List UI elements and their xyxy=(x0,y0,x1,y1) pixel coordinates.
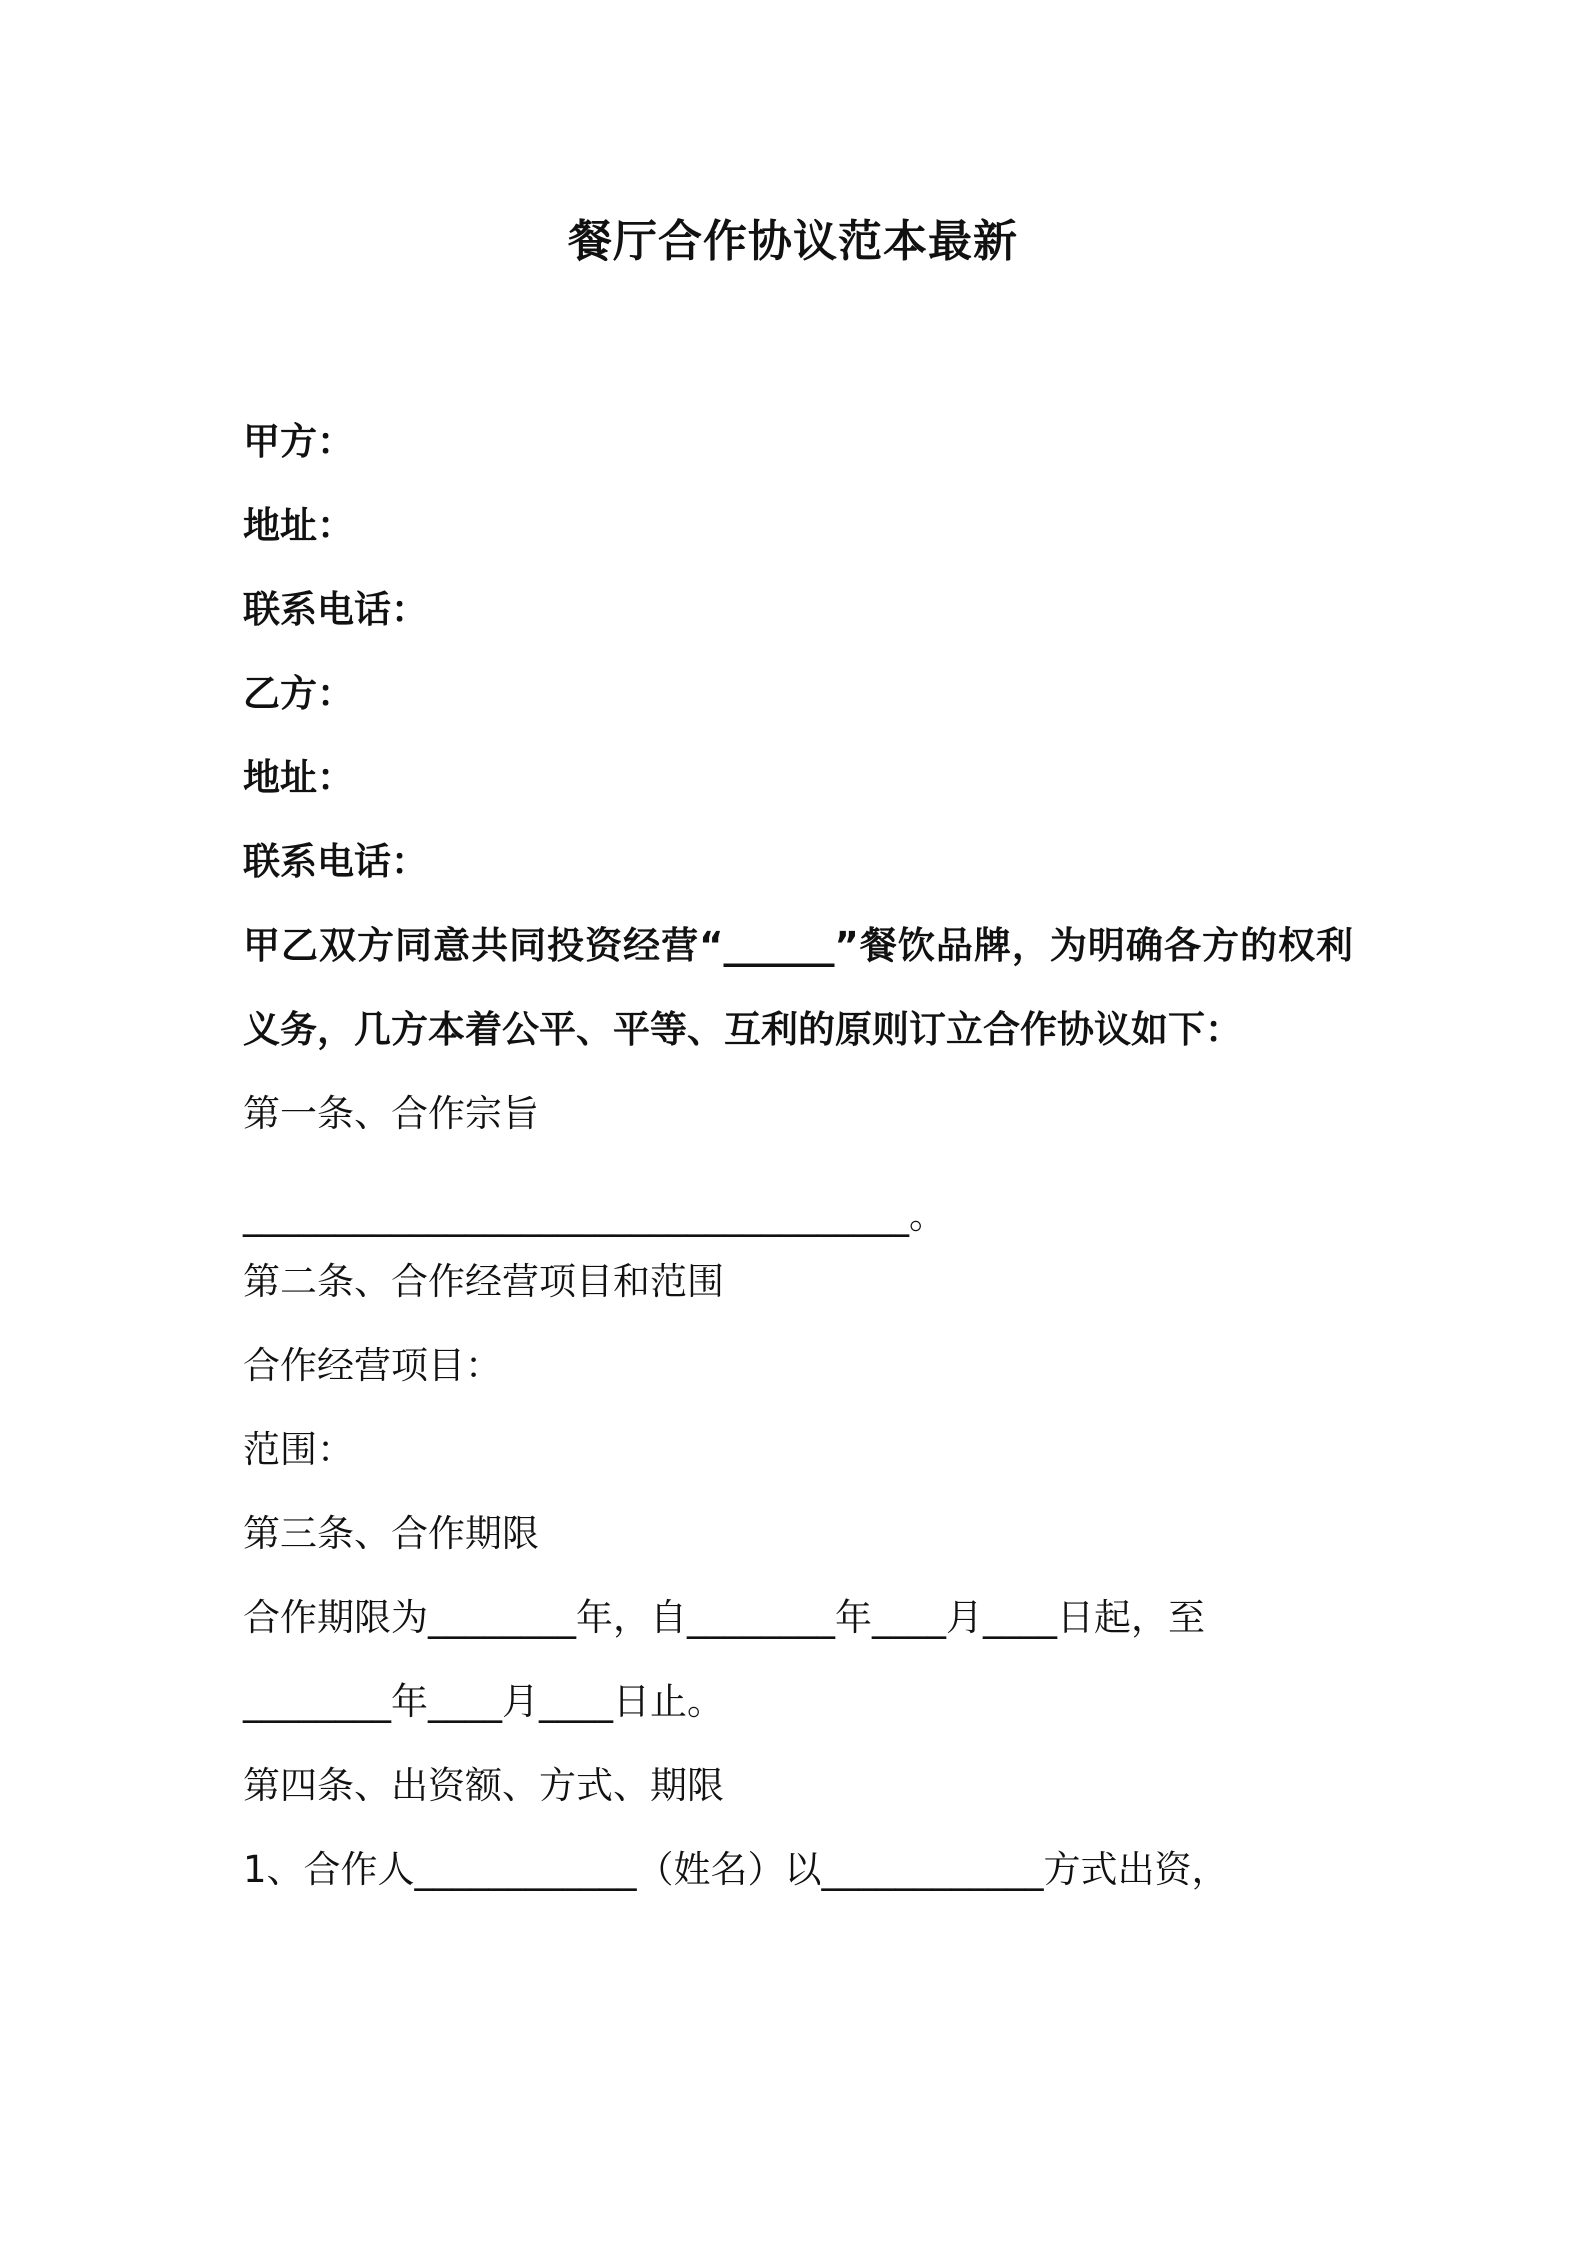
article-3-term-line-2: ________年____月____日止。 xyxy=(243,1680,724,1723)
party-a-address-label: 地址： xyxy=(243,504,354,547)
article-1-heading: 第一条、合作宗旨 xyxy=(243,1092,539,1135)
article-2-project-label: 合作经营项目： xyxy=(243,1344,502,1387)
article-3-heading: 第三条、合作期限 xyxy=(243,1512,539,1555)
article-3-term-line-1: 合作期限为________年，自________年____月____日起，至 xyxy=(243,1596,1205,1639)
party-a-phone-label: 联系电话： xyxy=(243,588,428,631)
article-2-scope-label: 范围： xyxy=(243,1428,354,1471)
document-body xyxy=(243,400,1353,1912)
party-b-address-label: 地址： xyxy=(243,756,354,799)
party-b-label: 乙方： xyxy=(243,672,354,715)
document-title: 餐厅合作协议范本最新 xyxy=(568,216,1018,267)
party-a-label: 甲方： xyxy=(243,420,354,463)
article-1-blank: ____________________________________。 xyxy=(243,1194,946,1237)
article-4-heading: 第四条、出资额、方式、期限 xyxy=(243,1764,724,1807)
article-2-heading: 第二条、合作经营项目和范围 xyxy=(243,1260,724,1303)
article-4-item-1: 1、合作人____________（姓名）以____________方式出资， xyxy=(243,1848,1229,1891)
party-b-phone-label: 联系电话： xyxy=(243,840,428,883)
intro-paragraph: 甲乙双方同意共同投资经营“______”餐饮品牌，为明确各方的权利义务，几方本着公平、平等、互利的原则订立合作协议如下： xyxy=(243,924,1353,1051)
